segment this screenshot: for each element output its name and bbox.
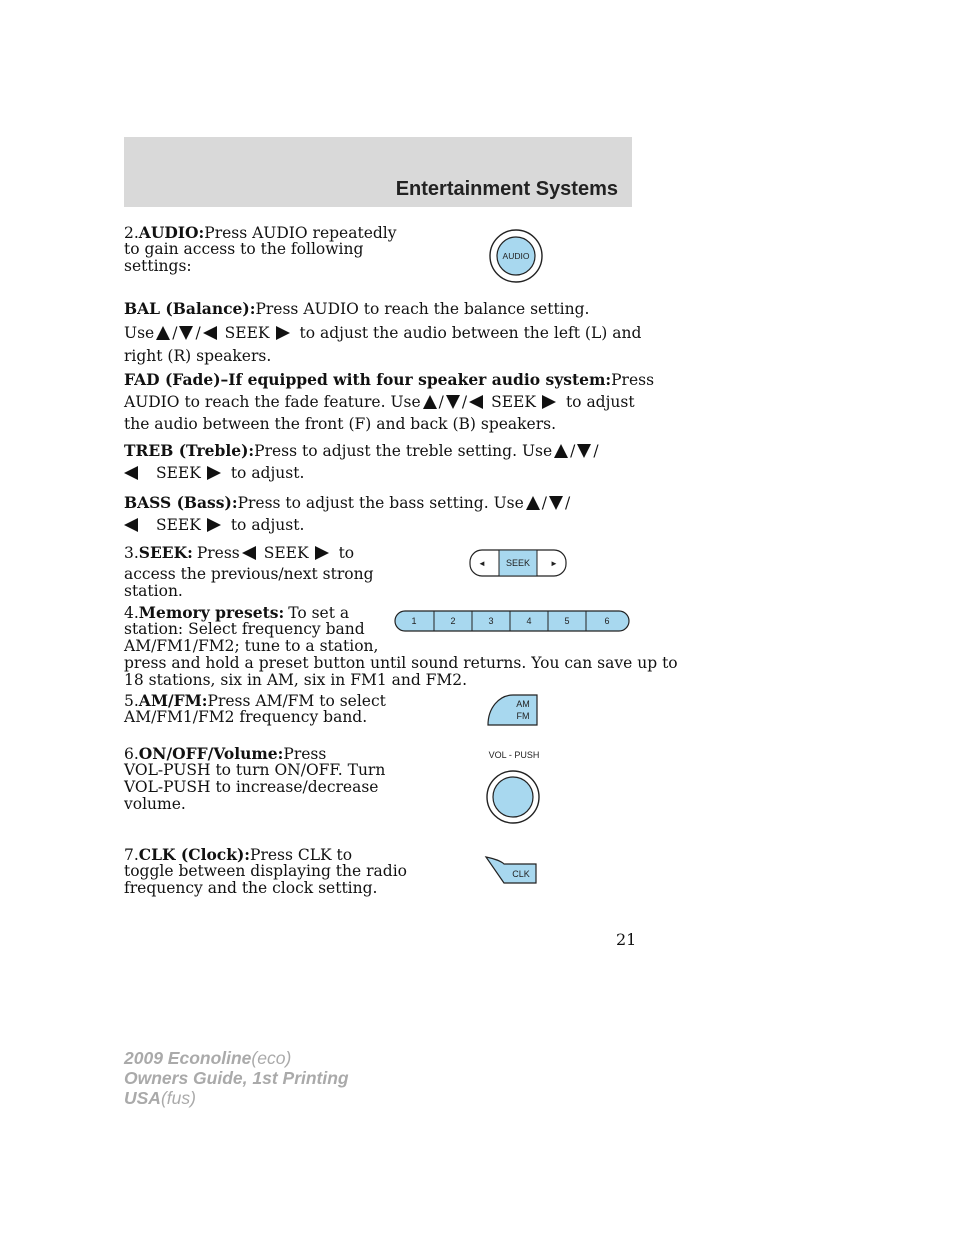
clk-button-figure bbox=[484, 856, 538, 884]
clk-button-label: CLK bbox=[512, 869, 530, 879]
bal-line2: Use / / SEEK to adjust the audio between the left (L) and bbox=[124, 324, 642, 342]
left-arrow-icon bbox=[242, 546, 256, 560]
amfm-fm-label: FM bbox=[516, 711, 530, 721]
bal-line3: right (R) speakers. bbox=[124, 347, 272, 365]
fad-line3: the audio between the front (F) and back (B) speakers. bbox=[124, 415, 557, 433]
audio-button-figure bbox=[489, 229, 543, 283]
presets-label: Memory presets: bbox=[138, 603, 285, 622]
fad-line1: FAD (Fade)–If equipped with four speaker audio system:Press bbox=[124, 370, 655, 389]
amfm-label: AM/FM: bbox=[138, 691, 208, 710]
footer bbox=[124, 1048, 349, 1108]
up-arrow-icon bbox=[156, 326, 170, 340]
preset-4-label: 4 bbox=[526, 616, 532, 626]
clk-line3: frequency and the clock setting. bbox=[124, 879, 378, 897]
footer-line3: USA(fus) bbox=[124, 1088, 196, 1108]
seek-label: SEEK: bbox=[138, 543, 193, 562]
bal-text: Press AUDIO to reach the balance setting. bbox=[255, 300, 590, 318]
bal-line1 bbox=[124, 300, 589, 318]
right-arrow-icon bbox=[276, 326, 290, 340]
item-number: 2. bbox=[124, 224, 139, 242]
preset-3-label: 3 bbox=[488, 616, 494, 626]
presets-line1: 4.Memory presets: To set a bbox=[124, 603, 350, 622]
down-arrow-icon bbox=[577, 444, 591, 458]
treb-line2: SEEK to adjust. bbox=[124, 464, 304, 482]
volume-knob-figure bbox=[480, 748, 548, 824]
down-arrow-icon bbox=[446, 395, 460, 409]
bass-line1: BASS (Bass):Press to adjust the bass setting. Use / / bbox=[124, 493, 571, 512]
down-arrow-icon bbox=[179, 326, 193, 340]
seek-right-icon: ► bbox=[550, 559, 558, 568]
presets-line3: AM/FM1/FM2; tune to a station, bbox=[124, 637, 379, 655]
audio-item-line3: settings: bbox=[124, 257, 192, 275]
page-number: 21 bbox=[616, 930, 637, 949]
preset-2-label: 2 bbox=[450, 616, 456, 626]
left-arrow-icon bbox=[124, 466, 138, 480]
footer-line1: 2009 Econoline(eco) bbox=[124, 1048, 292, 1068]
fad-line2: AUDIO to reach the fade feature. Use / / SEEK to adjust bbox=[124, 393, 635, 411]
bass-line2: SEEK to adjust. bbox=[124, 516, 304, 534]
amfm-line1: 5.AM/FM:Press AM/FM to select bbox=[124, 691, 386, 710]
treb-label: TREB (Treble): bbox=[124, 441, 255, 460]
up-arrow-icon bbox=[526, 496, 540, 510]
up-arrow-icon bbox=[554, 444, 568, 458]
preset-buttons-figure bbox=[394, 610, 630, 632]
section-header bbox=[124, 137, 632, 207]
right-arrow-icon bbox=[315, 546, 329, 560]
clk-line1: 7.CLK (Clock):Press CLK to bbox=[124, 845, 353, 864]
clk-line2: toggle between displaying the radio bbox=[124, 862, 407, 880]
left-arrow-icon bbox=[469, 395, 483, 409]
onoff-label: ON/OFF/Volume: bbox=[138, 744, 284, 763]
audio-button-label: AUDIO bbox=[502, 251, 530, 261]
preset-1-label: 1 bbox=[411, 616, 417, 626]
treb-line1: TREB (Treble):Press to adjust the treble setting. Use / / bbox=[124, 441, 599, 460]
item-label: AUDIO: bbox=[138, 223, 205, 242]
preset-6-label: 6 bbox=[604, 616, 610, 626]
onoff-line4: volume. bbox=[124, 795, 186, 813]
left-arrow-icon bbox=[203, 326, 217, 340]
audio-item-line2: to gain access to the following bbox=[124, 240, 364, 258]
seek-left-icon: ◄ bbox=[478, 559, 486, 568]
item-text: Press AUDIO repeatedly bbox=[204, 224, 397, 242]
left-arrow-icon bbox=[124, 518, 138, 532]
onoff-line3: VOL-PUSH to increase/decrease bbox=[124, 778, 379, 796]
seek-line3: station. bbox=[124, 582, 183, 600]
volume-label: VOL - PUSH bbox=[488, 750, 540, 760]
bal-label: BAL (Balance): bbox=[124, 299, 256, 318]
section-title: Entertainment Systems bbox=[395, 178, 618, 200]
onoff-line2: VOL-PUSH to turn ON/OFF. Turn bbox=[124, 761, 386, 779]
amfm-line2: AM/FM1/FM2 frequency band. bbox=[124, 708, 368, 726]
fad-label: FAD (Fade)–If equipped with four speaker audio system: bbox=[124, 370, 612, 389]
presets-line5: 18 stations, six in AM, six in FM1 and FM2. bbox=[124, 671, 468, 689]
down-arrow-icon bbox=[549, 496, 563, 510]
right-arrow-icon bbox=[207, 518, 221, 532]
onoff-line1: 6.ON/OFF/Volume:Press bbox=[124, 744, 327, 763]
seek-line1: 3.SEEK: Press SEEK to bbox=[124, 543, 355, 562]
right-arrow-icon bbox=[207, 466, 221, 480]
clk-label: CLK (Clock): bbox=[138, 845, 251, 864]
seek-button-label: SEEK bbox=[505, 558, 531, 568]
seek-button-figure bbox=[469, 549, 567, 577]
preset-5-label: 5 bbox=[564, 616, 570, 626]
footer-line2: Owners Guide, 1st Printing bbox=[124, 1068, 349, 1088]
bass-label: BASS (Bass): bbox=[124, 493, 238, 512]
up-arrow-icon bbox=[423, 395, 437, 409]
amfm-am-label: AM bbox=[516, 699, 530, 709]
right-arrow-icon bbox=[542, 395, 556, 409]
amfm-button-figure bbox=[487, 694, 539, 726]
presets-line2: station: Select frequency band bbox=[124, 620, 365, 638]
presets-line4: press and hold a preset button until sound returns. You can save up to bbox=[124, 654, 678, 672]
seek-line2: access the previous/next strong bbox=[124, 565, 374, 583]
